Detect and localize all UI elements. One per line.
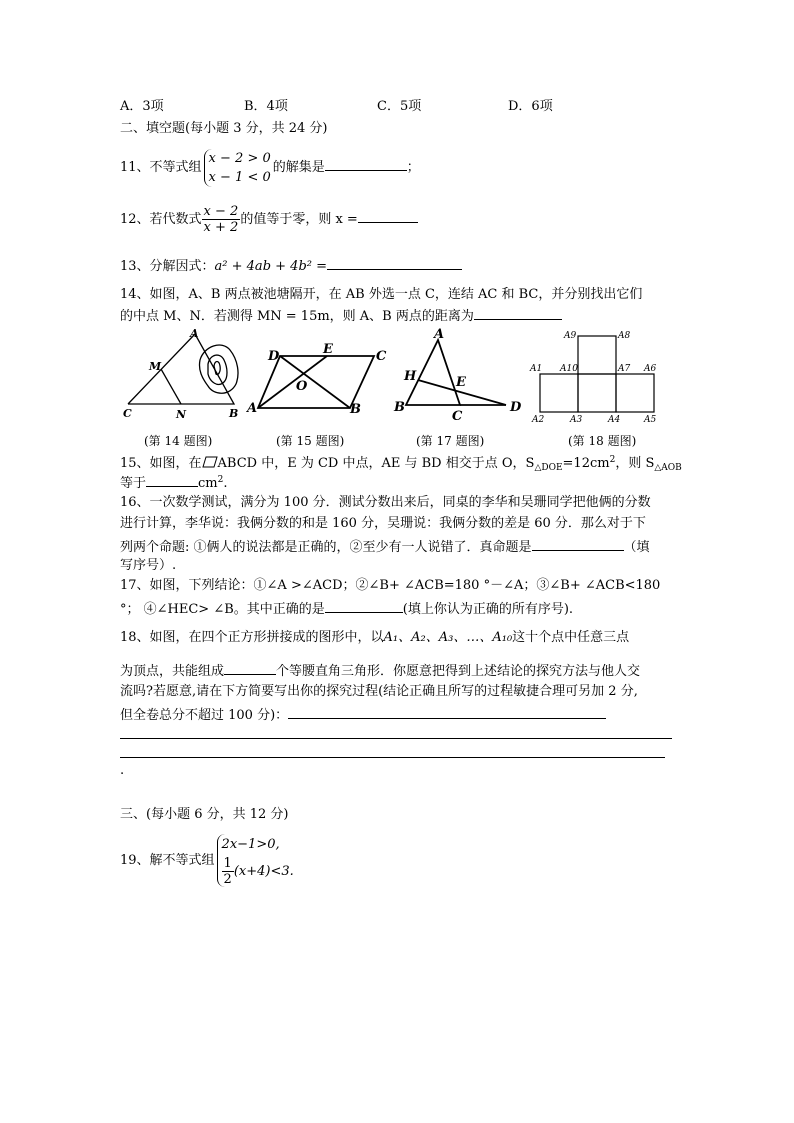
q18-line-2 xyxy=(120,660,640,681)
q18-line-2-lead: 为顶点，共能组成 xyxy=(120,664,225,679)
q11-tail: 的解集是 xyxy=(272,160,325,175)
fig18-label-a3: A3 xyxy=(570,415,583,425)
question-12 xyxy=(120,200,418,240)
answer-line-1[interactable] xyxy=(120,738,672,739)
q18-line-2-tail: 个等腰直角三角形．你愿意把得到上述结论的探究方法与他人交 xyxy=(276,664,641,679)
fig18-label-a10: A10 xyxy=(560,364,578,374)
fig17-label-c: C xyxy=(452,409,463,424)
fig18-label-a1: A1 xyxy=(530,364,543,374)
fig18-top-square xyxy=(578,336,616,374)
q15-sub-aob: △AOB xyxy=(654,463,682,473)
q12-answer-blank[interactable] xyxy=(358,208,418,223)
fig18-square-2 xyxy=(578,374,616,412)
q13-expression: a² + 4ab + 4b² = xyxy=(214,259,327,274)
q15-unit: cm xyxy=(198,476,218,491)
fig18-square-3 xyxy=(616,374,654,412)
q11-end: ； xyxy=(406,160,420,175)
fig17-label-b: B xyxy=(394,400,405,415)
q18-line-4-text: 但全卷总分不超过 100 分)： xyxy=(120,708,289,723)
q14-line-1: 14、如图，A、B 两点被池塘隔开，在 AB 外选一点 C，连结 AC 和 BC，并分别找出它们 xyxy=(120,287,643,302)
fig18-label-a4: A4 xyxy=(608,415,621,425)
section-3-heading: 三、(每小题 6 分，共 12 分) xyxy=(120,807,289,822)
q19-half-den: 2 xyxy=(223,872,232,887)
caption-figure-15: (第 15 题图) xyxy=(276,434,345,448)
q13-answer-blank[interactable] xyxy=(327,255,462,270)
fig17-label-h: H xyxy=(404,369,417,384)
q16-line-3: 列两个命题: ①俩人的说法都是正确的，②至少有一人说错了．真命题是 xyxy=(120,540,532,555)
question-16 xyxy=(120,536,650,557)
q17-line-2-lead: °； ④∠HEC> ∠B。其中正确的是 xyxy=(120,602,325,617)
q19-eq2: (x+4)<3. xyxy=(233,864,294,879)
q18-line-1-lead: 18、如图，在四个正方形拼接成的图形中，以 xyxy=(120,630,384,645)
q19-lead: 19、解不等式组 xyxy=(120,853,215,868)
fig15-label-b: B xyxy=(350,402,361,417)
q12-numerator: x − 2 xyxy=(203,204,239,219)
q14-line-2: 的中点 M、N．若测得 MN = 15m，则 A、B 两点的距离为 xyxy=(120,309,474,324)
q19-half-num: 1 xyxy=(223,856,232,871)
fig18-label-a9: A9 xyxy=(564,331,577,341)
q15-text-3: ，则 S xyxy=(615,456,655,471)
q19-eq1: 2x−1>0, xyxy=(221,837,280,852)
fig17-label-e: E xyxy=(456,375,466,390)
q18-line-4 xyxy=(120,704,606,725)
q18-line-3: 流吗?若愿意,请在下方简要写出你的探究过程(结论正确且所写的过程敏捷合理可另加 2 分, xyxy=(120,684,638,699)
q18-points: A₁、A₂、A₃、…、A₁₀ xyxy=(383,630,513,645)
q17-line-1: 17、如图，下列结论：①∠A >∠ACD；②∠B+ ∠ACB=180 °－∠A；③∠B+ ∠ACB<180 xyxy=(120,578,661,593)
q15-line-2-lead: 等于 xyxy=(120,476,147,491)
fig17-label-d: D xyxy=(510,400,522,415)
figure-14 xyxy=(128,334,238,404)
q15-sub-doe: △DOE xyxy=(534,463,563,473)
fig18-label-a2: A2 xyxy=(532,415,545,425)
q11-lead: 11、不等式组 xyxy=(120,160,202,175)
fig18-label-a7: A7 xyxy=(618,364,631,374)
figure-17 xyxy=(406,340,506,405)
q13-lead: 13、分解因式： xyxy=(120,259,215,274)
fig18-square-1 xyxy=(540,374,578,412)
q16-line-2: 进行计算，李华说：我俩分数的和是 160 分，吴珊说：我俩分数的差是 60 分．那么对于下 xyxy=(120,516,646,531)
q14-answer-blank[interactable] xyxy=(474,305,562,320)
q19-system xyxy=(217,834,294,887)
question-11 xyxy=(120,148,420,188)
question-18 xyxy=(120,629,629,647)
caption-figure-14: (第 14 题图) xyxy=(144,434,213,448)
figure-18 xyxy=(540,336,657,412)
parallelogram-icon xyxy=(202,456,218,468)
fig15-diagonal-db xyxy=(280,356,350,408)
q15-text-1: ABCD 中，E 为 CD 中点，AE 与 BD 相交于点 O，S xyxy=(217,456,535,471)
fig17-label-a: A xyxy=(434,327,445,342)
option-c: C．5项 xyxy=(377,99,422,114)
q16-answer-blank[interactable] xyxy=(532,536,624,551)
q18-answer-blank[interactable] xyxy=(224,660,276,675)
answer-line-2[interactable] xyxy=(120,757,665,758)
q18-end-dot: . xyxy=(120,763,125,778)
option-b: B．4项 xyxy=(244,99,288,114)
fig14-label-n: N xyxy=(176,408,187,421)
q15-lead: 15、如图，在 xyxy=(120,456,202,471)
q12-tail: 的值等于零，则 x = xyxy=(240,212,358,227)
q16-line-3-end: （填 xyxy=(623,540,650,555)
fig14-pond-middle xyxy=(208,355,227,384)
q12-fraction xyxy=(202,204,241,235)
q17-line-2-tail: (填上你认为正确的所有序号). xyxy=(402,602,574,617)
q11-system xyxy=(204,149,271,187)
fig14-label-b: B xyxy=(229,407,239,420)
question-14 xyxy=(120,305,562,326)
question-13 xyxy=(120,255,462,276)
fig14-midline xyxy=(161,369,181,404)
q17-answer-blank[interactable] xyxy=(325,598,403,613)
fig15-label-o: O xyxy=(296,379,308,394)
question-15: 15、如图，在 ABCD 中，E 为 CD 中点，AE 与 BD 相交于点 O，$S_{\triangle DOE}=12cm^2$，则 $S_{\triangle AOB}$ xyxy=(120,455,682,473)
q12-denominator: x + 2 xyxy=(203,220,239,235)
fig15-label-a: A xyxy=(247,401,258,416)
q15-text-2: =12cm xyxy=(562,456,610,471)
caption-figure-17: (第 17 题图) xyxy=(416,434,485,448)
fig15-label-c: C xyxy=(376,349,387,364)
q18-process-blank[interactable] xyxy=(288,704,606,719)
fig14-label-m: M xyxy=(149,360,162,373)
q15-answer-blank[interactable] xyxy=(146,472,198,487)
q18-line-1-tail: 这十个点中任意三点 xyxy=(512,630,630,645)
fig18-label-a5: A5 xyxy=(644,415,657,425)
fig15-label-d: D xyxy=(268,349,280,364)
figures-row xyxy=(118,326,678,426)
q11-answer-blank[interactable] xyxy=(325,156,407,171)
fig18-label-a8: A8 xyxy=(618,331,631,341)
question-17 xyxy=(120,598,573,619)
q16-line-4: 写序号）. xyxy=(120,558,177,573)
question-19 xyxy=(120,832,296,890)
fig14-label-c: C xyxy=(123,407,132,420)
section-2-heading: 二、填空题(每小题 3 分，共 24 分) xyxy=(120,121,328,136)
q15-line-2: 等于 $cm^2$. xyxy=(120,471,228,493)
q11-eq2: x − 1 < 0 xyxy=(208,169,271,185)
option-a: A．3项 xyxy=(120,99,164,114)
fig15-label-e: E xyxy=(323,342,333,357)
caption-figure-18: (第 18 题图) xyxy=(568,434,637,448)
fig18-label-a6: A6 xyxy=(644,364,657,374)
option-d: D．6项 xyxy=(508,99,553,114)
q12-lead: 12、若代数式 xyxy=(120,212,202,227)
q16-line-1: 16、一次数学测试，满分为 100 分．测试分数出来后，同桌的李华和吴珊同学把他俩的分数 xyxy=(120,495,651,510)
fig14-label-a: A xyxy=(190,327,199,340)
q11-eq1: x − 2 > 0 xyxy=(208,150,271,166)
